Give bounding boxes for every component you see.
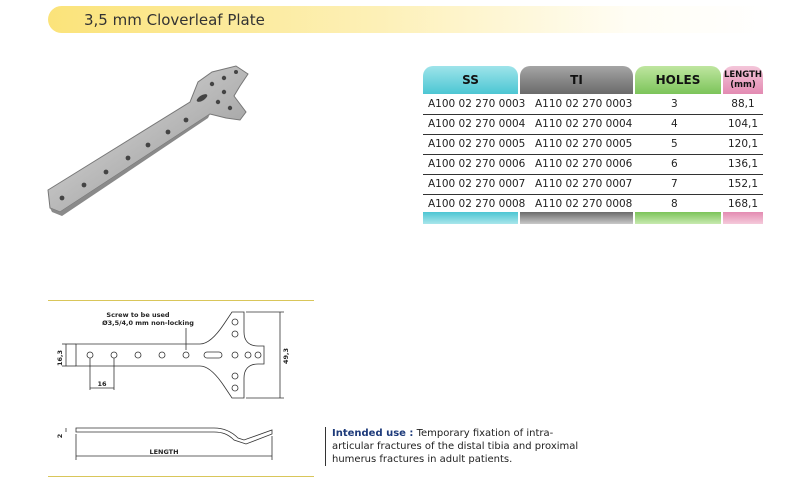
screw-label-line1: Screw to be used: [106, 311, 170, 319]
footer-bar-length: [723, 212, 763, 224]
cell-ss: A100 02 270 0008: [428, 198, 526, 210]
cell-ss: A100 02 270 0005: [428, 138, 526, 150]
cell-holes: 7: [671, 178, 678, 190]
cell-holes: 4: [671, 118, 678, 130]
dim-spacing-label: 16: [97, 380, 107, 388]
cell-length: 88,1: [731, 98, 755, 110]
cell-ti: A110 02 270 0005: [535, 138, 633, 150]
dim-height-label: 49,3: [282, 347, 290, 365]
header-ss: SS: [423, 66, 518, 94]
intended-use-text: Temporary fixation of intra-articular fractures of the distal tibia and proximal humerus fractures in adult patients.: [332, 428, 579, 465]
header-length: [723, 66, 763, 94]
cell-ss: A100 02 270 0006: [428, 158, 526, 170]
divider-top: [48, 300, 314, 301]
plate-image: [40, 62, 260, 222]
table-row: [423, 175, 763, 195]
cell-ss: A100 02 270 0004: [428, 118, 526, 130]
cell-holes: 8: [671, 198, 678, 210]
footer-bar-ti: [520, 212, 633, 224]
cell-ti: A110 02 270 0007: [535, 178, 633, 190]
header-length-line1: LENGTH: [723, 70, 763, 80]
cell-ti: A110 02 270 0008: [535, 198, 633, 210]
cell-length: 136,1: [727, 158, 759, 170]
cell-length: 152,1: [727, 178, 759, 190]
dim-width-label: 16,3: [56, 349, 64, 367]
cell-ti: A110 02 270 0006: [535, 158, 633, 170]
cell-holes: 3: [671, 98, 678, 110]
footer-bar-holes: [635, 212, 721, 224]
table-row: [423, 95, 763, 115]
header-ti: TI: [520, 66, 633, 94]
technical-drawing: [48, 302, 298, 472]
intended-use: [325, 427, 592, 466]
dim-thickness-label: 2: [56, 433, 64, 439]
table-row: [423, 115, 763, 135]
intended-use-label: Intended use :: [332, 428, 414, 439]
divider-bottom: [48, 476, 314, 477]
table-row: [423, 135, 763, 155]
cell-holes: 6: [671, 158, 678, 170]
cell-ti: A110 02 270 0004: [535, 118, 633, 130]
screw-label-line2: Ø3,5/4,0 mm non-locking: [102, 319, 194, 327]
cell-ti: A110 02 270 0003: [535, 98, 633, 110]
cell-holes: 5: [671, 138, 678, 150]
cell-length: 168,1: [727, 198, 759, 210]
header-length-line2: (mm): [730, 80, 756, 90]
footer-bar-ss: [423, 212, 518, 224]
table-row: [423, 155, 763, 175]
cell-length: 120,1: [727, 138, 759, 150]
cell-length: 104,1: [727, 118, 759, 130]
cell-ss: A100 02 270 0007: [428, 178, 526, 190]
cell-ss: A100 02 270 0003: [428, 98, 526, 110]
dim-length-label: LENGTH: [149, 448, 179, 456]
header-holes: HOLES: [635, 66, 721, 94]
page-title: 3,5 mm Cloverleaf Plate: [84, 11, 265, 29]
